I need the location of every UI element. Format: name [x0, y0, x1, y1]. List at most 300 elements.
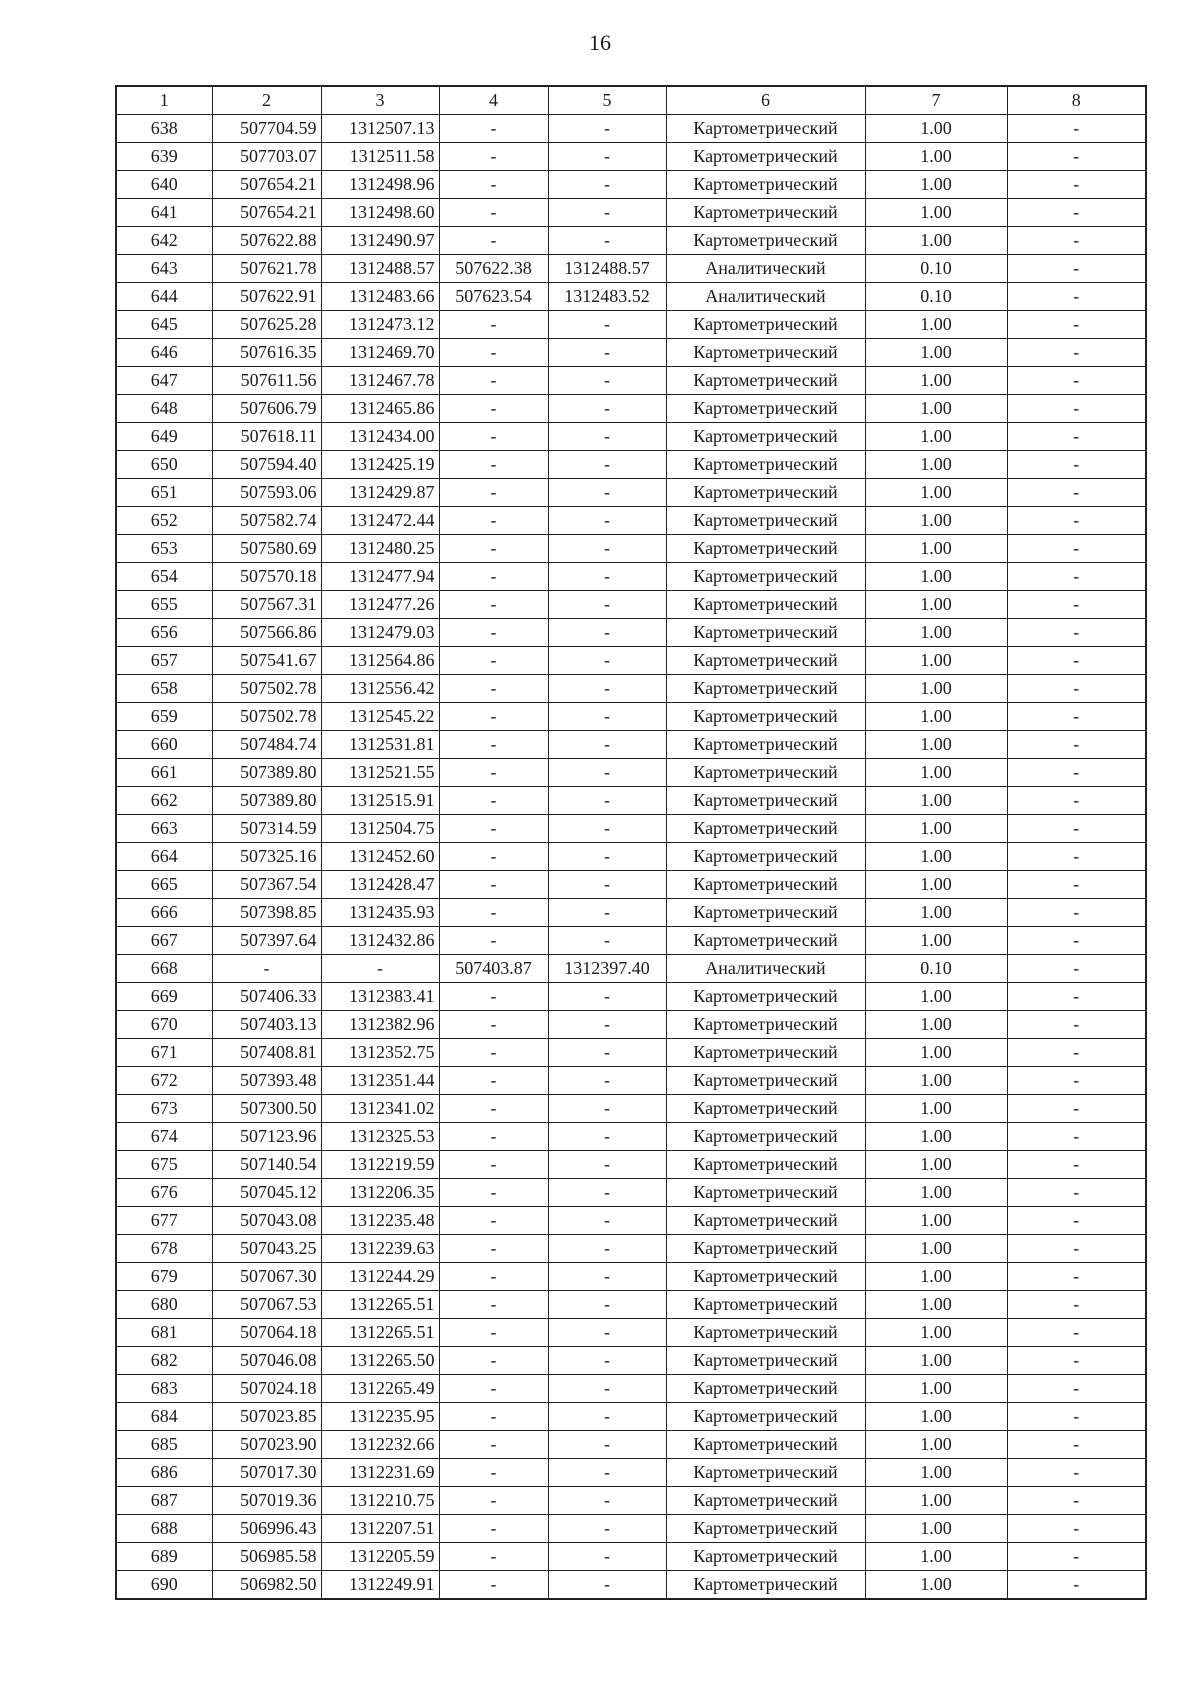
point-number-cell: 639 — [116, 143, 212, 171]
accuracy-cell: 1.00 — [865, 1543, 1007, 1571]
y-new-coordinate-cell: - — [548, 731, 666, 759]
point-number-cell: 675 — [116, 1151, 212, 1179]
table-row — [116, 1375, 1146, 1403]
coordinates-table — [115, 85, 1147, 1600]
y-new-coordinate-cell: - — [548, 1263, 666, 1291]
accuracy-cell: 1.00 — [865, 843, 1007, 871]
table-row — [116, 535, 1146, 563]
x-new-coordinate-cell: - — [439, 423, 548, 451]
column-header: 7 — [865, 86, 1007, 115]
accuracy-cell: 0.10 — [865, 255, 1007, 283]
note-cell: - — [1007, 423, 1146, 451]
point-number-cell: 650 — [116, 451, 212, 479]
point-number-cell: 682 — [116, 1347, 212, 1375]
y-coordinate-cell: 1312488.57 — [321, 255, 439, 283]
y-coordinate-cell: 1312473.12 — [321, 311, 439, 339]
y-new-coordinate-cell: - — [548, 1375, 666, 1403]
note-cell: - — [1007, 927, 1146, 955]
page-number: 16 — [589, 30, 611, 55]
note-cell: - — [1007, 1179, 1146, 1207]
table-row — [116, 563, 1146, 591]
y-new-coordinate-cell: 1312488.57 — [548, 255, 666, 283]
y-new-coordinate-cell: - — [548, 759, 666, 787]
y-new-coordinate-cell: - — [548, 1123, 666, 1151]
y-new-coordinate-cell: - — [548, 647, 666, 675]
method-cell: Картометрический — [666, 1375, 865, 1403]
point-number-cell: 657 — [116, 647, 212, 675]
point-number-cell: 662 — [116, 787, 212, 815]
method-cell: Картометрический — [666, 1039, 865, 1067]
y-new-coordinate-cell: - — [548, 311, 666, 339]
accuracy-cell: 1.00 — [865, 927, 1007, 955]
table-row — [116, 227, 1146, 255]
y-coordinate-cell: 1312472.44 — [321, 507, 439, 535]
accuracy-cell: 1.00 — [865, 395, 1007, 423]
x-new-coordinate-cell: - — [439, 1543, 548, 1571]
x-coordinate-cell: 507582.74 — [212, 507, 321, 535]
x-coordinate-cell: 507019.36 — [212, 1487, 321, 1515]
y-coordinate-cell: 1312531.81 — [321, 731, 439, 759]
y-coordinate-cell: 1312219.59 — [321, 1151, 439, 1179]
note-cell: - — [1007, 1403, 1146, 1431]
y-new-coordinate-cell: - — [548, 1515, 666, 1543]
x-new-coordinate-cell: - — [439, 563, 548, 591]
table-row — [116, 367, 1146, 395]
y-coordinate-cell: 1312467.78 — [321, 367, 439, 395]
accuracy-cell: 1.00 — [865, 1571, 1007, 1600]
column-header: 5 — [548, 86, 666, 115]
method-cell: Картометрический — [666, 227, 865, 255]
table-row — [116, 647, 1146, 675]
y-coordinate-cell: 1312469.70 — [321, 339, 439, 367]
y-new-coordinate-cell: - — [548, 479, 666, 507]
note-cell: - — [1007, 703, 1146, 731]
x-new-coordinate-cell: - — [439, 1207, 548, 1235]
accuracy-cell: 1.00 — [865, 1515, 1007, 1543]
y-new-coordinate-cell: 1312483.52 — [548, 283, 666, 311]
table-row — [116, 927, 1146, 955]
x-new-coordinate-cell: - — [439, 703, 548, 731]
method-cell: Картометрический — [666, 1543, 865, 1571]
y-coordinate-cell: 1312249.91 — [321, 1571, 439, 1600]
accuracy-cell: 1.00 — [865, 339, 1007, 367]
method-cell: Картометрический — [666, 731, 865, 759]
y-new-coordinate-cell: - — [548, 535, 666, 563]
y-coordinate-cell: 1312545.22 — [321, 703, 439, 731]
table-header-row — [116, 86, 1146, 115]
accuracy-cell: 1.00 — [865, 563, 1007, 591]
note-cell: - — [1007, 367, 1146, 395]
table-row — [116, 675, 1146, 703]
y-coordinate-cell: - — [321, 955, 439, 983]
x-coordinate-cell: 507045.12 — [212, 1179, 321, 1207]
accuracy-cell: 1.00 — [865, 1207, 1007, 1235]
x-new-coordinate-cell: - — [439, 1319, 548, 1347]
y-new-coordinate-cell: - — [548, 339, 666, 367]
method-cell: Картометрический — [666, 143, 865, 171]
x-new-coordinate-cell: - — [439, 479, 548, 507]
x-coordinate-cell: 507621.78 — [212, 255, 321, 283]
table-row — [116, 1571, 1146, 1600]
x-coordinate-cell: 507064.18 — [212, 1319, 321, 1347]
note-cell: - — [1007, 1431, 1146, 1459]
x-new-coordinate-cell: - — [439, 1179, 548, 1207]
table-row — [116, 731, 1146, 759]
method-cell: Картометрический — [666, 899, 865, 927]
point-number-cell: 681 — [116, 1319, 212, 1347]
point-number-cell: 648 — [116, 395, 212, 423]
table-row — [116, 703, 1146, 731]
column-header: 2 — [212, 86, 321, 115]
note-cell: - — [1007, 1095, 1146, 1123]
table-row — [116, 843, 1146, 871]
method-cell: Картометрический — [666, 395, 865, 423]
note-cell: - — [1007, 731, 1146, 759]
y-coordinate-cell: 1312239.63 — [321, 1235, 439, 1263]
accuracy-cell: 1.00 — [865, 1319, 1007, 1347]
method-cell: Картометрический — [666, 1179, 865, 1207]
x-new-coordinate-cell: - — [439, 143, 548, 171]
accuracy-cell: 1.00 — [865, 1403, 1007, 1431]
method-cell: Картометрический — [666, 171, 865, 199]
accuracy-cell: 1.00 — [865, 871, 1007, 899]
x-coordinate-cell: 507314.59 — [212, 815, 321, 843]
point-number-cell: 677 — [116, 1207, 212, 1235]
x-coordinate-cell: 507393.48 — [212, 1067, 321, 1095]
accuracy-cell: 1.00 — [865, 647, 1007, 675]
note-cell: - — [1007, 983, 1146, 1011]
method-cell: Картометрический — [666, 983, 865, 1011]
accuracy-cell: 1.00 — [865, 171, 1007, 199]
y-new-coordinate-cell: - — [548, 927, 666, 955]
method-cell: Картометрический — [666, 451, 865, 479]
accuracy-cell: 1.00 — [865, 199, 1007, 227]
y-new-coordinate-cell: - — [548, 423, 666, 451]
point-number-cell: 651 — [116, 479, 212, 507]
y-new-coordinate-cell: - — [548, 675, 666, 703]
x-coordinate-cell: 507024.18 — [212, 1375, 321, 1403]
table-row — [116, 395, 1146, 423]
accuracy-cell: 1.00 — [865, 1067, 1007, 1095]
point-number-cell: 656 — [116, 619, 212, 647]
method-cell: Картометрический — [666, 1459, 865, 1487]
accuracy-cell: 1.00 — [865, 227, 1007, 255]
table-row — [116, 1347, 1146, 1375]
method-cell: Картометрический — [666, 367, 865, 395]
x-new-coordinate-cell: - — [439, 1291, 548, 1319]
note-cell: - — [1007, 199, 1146, 227]
x-coordinate-cell: 506982.50 — [212, 1571, 321, 1600]
note-cell: - — [1007, 1459, 1146, 1487]
y-new-coordinate-cell: - — [548, 619, 666, 647]
point-number-cell: 641 — [116, 199, 212, 227]
y-new-coordinate-cell: 1312397.40 — [548, 955, 666, 983]
point-number-cell: 643 — [116, 255, 212, 283]
note-cell: - — [1007, 1263, 1146, 1291]
note-cell: - — [1007, 1319, 1146, 1347]
table-row — [116, 1151, 1146, 1179]
note-cell: - — [1007, 283, 1146, 311]
x-coordinate-cell: 507567.31 — [212, 591, 321, 619]
y-new-coordinate-cell: - — [548, 143, 666, 171]
y-coordinate-cell: 1312490.97 — [321, 227, 439, 255]
x-new-coordinate-cell: - — [439, 1347, 548, 1375]
point-number-cell: 665 — [116, 871, 212, 899]
point-number-cell: 678 — [116, 1235, 212, 1263]
note-cell: - — [1007, 815, 1146, 843]
y-new-coordinate-cell: - — [548, 227, 666, 255]
y-coordinate-cell: 1312507.13 — [321, 115, 439, 143]
x-new-coordinate-cell: - — [439, 1235, 548, 1263]
y-new-coordinate-cell: - — [548, 1319, 666, 1347]
x-new-coordinate-cell: - — [439, 171, 548, 199]
method-cell: Картометрический — [666, 563, 865, 591]
x-new-coordinate-cell: - — [439, 787, 548, 815]
method-cell: Картометрический — [666, 1571, 865, 1600]
method-cell: Картометрический — [666, 479, 865, 507]
x-coordinate-cell: 507300.50 — [212, 1095, 321, 1123]
accuracy-cell: 1.00 — [865, 1095, 1007, 1123]
accuracy-cell: 1.00 — [865, 1375, 1007, 1403]
method-cell: Картометрический — [666, 1151, 865, 1179]
accuracy-cell: 1.00 — [865, 703, 1007, 731]
note-cell: - — [1007, 1151, 1146, 1179]
y-coordinate-cell: 1312498.96 — [321, 171, 439, 199]
y-new-coordinate-cell: - — [548, 563, 666, 591]
accuracy-cell: 1.00 — [865, 1151, 1007, 1179]
table-row — [116, 171, 1146, 199]
y-coordinate-cell: 1312232.66 — [321, 1431, 439, 1459]
point-number-cell: 669 — [116, 983, 212, 1011]
x-coordinate-cell: 507023.90 — [212, 1431, 321, 1459]
note-cell: - — [1007, 955, 1146, 983]
x-coordinate-cell: 507704.59 — [212, 115, 321, 143]
point-number-cell: 644 — [116, 283, 212, 311]
y-new-coordinate-cell: - — [548, 787, 666, 815]
y-new-coordinate-cell: - — [548, 1459, 666, 1487]
y-coordinate-cell: 1312231.69 — [321, 1459, 439, 1487]
note-cell: - — [1007, 479, 1146, 507]
y-new-coordinate-cell: - — [548, 1347, 666, 1375]
method-cell: Аналитический — [666, 955, 865, 983]
point-number-cell: 664 — [116, 843, 212, 871]
method-cell: Картометрический — [666, 591, 865, 619]
method-cell: Картометрический — [666, 1431, 865, 1459]
note-cell: - — [1007, 1235, 1146, 1263]
y-coordinate-cell: 1312235.48 — [321, 1207, 439, 1235]
column-header: 6 — [666, 86, 865, 115]
table-row — [116, 1123, 1146, 1151]
x-new-coordinate-cell: - — [439, 451, 548, 479]
column-header: 1 — [116, 86, 212, 115]
point-number-cell: 683 — [116, 1375, 212, 1403]
method-cell: Картометрический — [666, 759, 865, 787]
y-coordinate-cell: 1312483.66 — [321, 283, 439, 311]
y-new-coordinate-cell: - — [548, 1067, 666, 1095]
x-coordinate-cell: 507067.53 — [212, 1291, 321, 1319]
x-new-coordinate-cell: - — [439, 843, 548, 871]
x-coordinate-cell: - — [212, 955, 321, 983]
x-new-coordinate-cell: - — [439, 1039, 548, 1067]
x-coordinate-cell: 507067.30 — [212, 1263, 321, 1291]
method-cell: Картометрический — [666, 815, 865, 843]
y-coordinate-cell: 1312465.86 — [321, 395, 439, 423]
note-cell: - — [1007, 647, 1146, 675]
accuracy-cell: 1.00 — [865, 1431, 1007, 1459]
method-cell: Картометрический — [666, 1403, 865, 1431]
point-number-cell: 647 — [116, 367, 212, 395]
x-new-coordinate-cell: - — [439, 815, 548, 843]
y-coordinate-cell: 1312480.25 — [321, 535, 439, 563]
point-number-cell: 673 — [116, 1095, 212, 1123]
point-number-cell: 679 — [116, 1263, 212, 1291]
table-row — [116, 1543, 1146, 1571]
x-coordinate-cell: 507593.06 — [212, 479, 321, 507]
accuracy-cell: 1.00 — [865, 311, 1007, 339]
method-cell: Картометрический — [666, 619, 865, 647]
y-new-coordinate-cell: - — [548, 1179, 666, 1207]
accuracy-cell: 1.00 — [865, 591, 1007, 619]
point-number-cell: 686 — [116, 1459, 212, 1487]
note-cell: - — [1007, 759, 1146, 787]
point-number-cell: 670 — [116, 1011, 212, 1039]
table-row — [116, 1207, 1146, 1235]
y-coordinate-cell: 1312479.03 — [321, 619, 439, 647]
accuracy-cell: 1.00 — [865, 1459, 1007, 1487]
x-coordinate-cell: 507023.85 — [212, 1403, 321, 1431]
method-cell: Картометрический — [666, 703, 865, 731]
y-coordinate-cell: 1312477.26 — [321, 591, 439, 619]
y-new-coordinate-cell: - — [548, 1151, 666, 1179]
x-new-coordinate-cell: - — [439, 1095, 548, 1123]
x-new-coordinate-cell: - — [439, 535, 548, 563]
accuracy-cell: 1.00 — [865, 675, 1007, 703]
table-row — [116, 1431, 1146, 1459]
accuracy-cell: 0.10 — [865, 955, 1007, 983]
table-row — [116, 983, 1146, 1011]
x-new-coordinate-cell: - — [439, 1375, 548, 1403]
accuracy-cell: 1.00 — [865, 1263, 1007, 1291]
method-cell: Картометрический — [666, 787, 865, 815]
note-cell: - — [1007, 1123, 1146, 1151]
y-coordinate-cell: 1312434.00 — [321, 423, 439, 451]
x-coordinate-cell: 507611.56 — [212, 367, 321, 395]
x-new-coordinate-cell: - — [439, 983, 548, 1011]
y-coordinate-cell: 1312265.50 — [321, 1347, 439, 1375]
x-new-coordinate-cell: - — [439, 339, 548, 367]
x-new-coordinate-cell: - — [439, 1067, 548, 1095]
point-number-cell: 661 — [116, 759, 212, 787]
table-row — [116, 1403, 1146, 1431]
method-cell: Картометрический — [666, 1235, 865, 1263]
y-new-coordinate-cell: - — [548, 115, 666, 143]
x-coordinate-cell: 507406.33 — [212, 983, 321, 1011]
y-new-coordinate-cell: - — [548, 703, 666, 731]
y-coordinate-cell: 1312352.75 — [321, 1039, 439, 1067]
y-new-coordinate-cell: - — [548, 1403, 666, 1431]
x-coordinate-cell: 507403.13 — [212, 1011, 321, 1039]
x-coordinate-cell: 507625.28 — [212, 311, 321, 339]
accuracy-cell: 1.00 — [865, 1487, 1007, 1515]
x-coordinate-cell: 507017.30 — [212, 1459, 321, 1487]
note-cell: - — [1007, 591, 1146, 619]
table-row — [116, 1039, 1146, 1067]
y-new-coordinate-cell: - — [548, 451, 666, 479]
x-coordinate-cell: 507484.74 — [212, 731, 321, 759]
method-cell: Картометрический — [666, 1263, 865, 1291]
method-cell: Картометрический — [666, 647, 865, 675]
y-new-coordinate-cell: - — [548, 871, 666, 899]
method-cell: Картометрический — [666, 675, 865, 703]
point-number-cell: 672 — [116, 1067, 212, 1095]
point-number-cell: 667 — [116, 927, 212, 955]
x-coordinate-cell: 507616.35 — [212, 339, 321, 367]
y-coordinate-cell: 1312556.42 — [321, 675, 439, 703]
table-row — [116, 1235, 1146, 1263]
x-coordinate-cell: 507325.16 — [212, 843, 321, 871]
y-new-coordinate-cell: - — [548, 1235, 666, 1263]
accuracy-cell: 1.00 — [865, 507, 1007, 535]
note-cell: - — [1007, 255, 1146, 283]
x-new-coordinate-cell: - — [439, 199, 548, 227]
note-cell: - — [1007, 171, 1146, 199]
point-number-cell: 671 — [116, 1039, 212, 1067]
method-cell: Картометрический — [666, 871, 865, 899]
y-new-coordinate-cell: - — [548, 1487, 666, 1515]
method-cell: Аналитический — [666, 255, 865, 283]
x-new-coordinate-cell: - — [439, 899, 548, 927]
point-number-cell: 646 — [116, 339, 212, 367]
note-cell: - — [1007, 1515, 1146, 1543]
point-number-cell: 674 — [116, 1123, 212, 1151]
column-header: 8 — [1007, 86, 1146, 115]
accuracy-cell: 1.00 — [865, 1235, 1007, 1263]
y-coordinate-cell: 1312210.75 — [321, 1487, 439, 1515]
method-cell: Картометрический — [666, 423, 865, 451]
point-number-cell: 660 — [116, 731, 212, 759]
x-coordinate-cell: 507594.40 — [212, 451, 321, 479]
y-new-coordinate-cell: - — [548, 171, 666, 199]
x-new-coordinate-cell: - — [439, 647, 548, 675]
accuracy-cell: 1.00 — [865, 1179, 1007, 1207]
y-coordinate-cell: 1312521.55 — [321, 759, 439, 787]
table-row — [116, 339, 1146, 367]
y-new-coordinate-cell: - — [548, 1207, 666, 1235]
x-coordinate-cell: 507566.86 — [212, 619, 321, 647]
note-cell: - — [1007, 871, 1146, 899]
x-new-coordinate-cell: - — [439, 1403, 548, 1431]
table-row — [116, 591, 1146, 619]
x-coordinate-cell: 507389.80 — [212, 787, 321, 815]
x-new-coordinate-cell: - — [439, 311, 548, 339]
y-coordinate-cell: 1312511.58 — [321, 143, 439, 171]
y-coordinate-cell: 1312351.44 — [321, 1067, 439, 1095]
method-cell: Картометрический — [666, 1487, 865, 1515]
accuracy-cell: 1.00 — [865, 1291, 1007, 1319]
table-row — [116, 871, 1146, 899]
point-number-cell: 654 — [116, 563, 212, 591]
table-row — [116, 507, 1146, 535]
x-new-coordinate-cell: - — [439, 619, 548, 647]
method-cell: Картометрический — [666, 927, 865, 955]
y-coordinate-cell: 1312428.47 — [321, 871, 439, 899]
point-number-cell: 642 — [116, 227, 212, 255]
x-new-coordinate-cell: - — [439, 871, 548, 899]
accuracy-cell: 0.10 — [865, 283, 1007, 311]
method-cell: Картометрический — [666, 1011, 865, 1039]
accuracy-cell: 1.00 — [865, 423, 1007, 451]
point-number-cell: 680 — [116, 1291, 212, 1319]
